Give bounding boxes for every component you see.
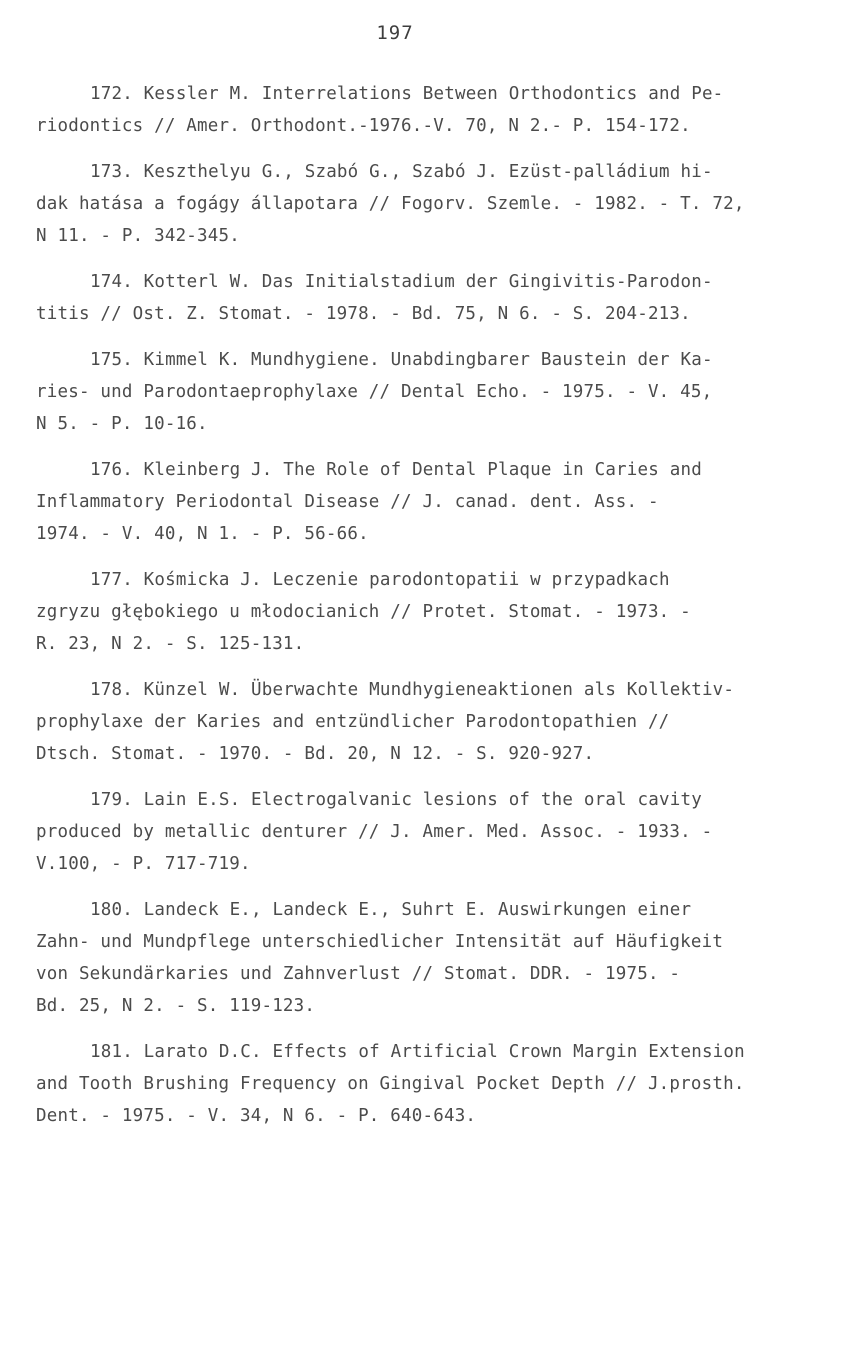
reference-line: 174. Kotterl W. Das Initialstadium der Gingivitis-Parodon- [90,272,713,292]
reference-entry [36,78,836,142]
reference-line: 181. Larato D.C. Effects of Artificial Crown Margin Extension [90,1042,745,1062]
reference-line: N 11. - P. 342-345. [36,226,240,246]
reference-line: 178. Künzel W. Überwachte Mundhygieneaktionen als Kollektiv- [90,680,735,700]
reference-line: dak hatása a fogágy állapotara // Fogorv. Szemle. - 1982. - T. 72, [36,194,745,214]
reference-entry [36,454,836,550]
reference-line: R. 23, N 2. - S. 125-131. [36,634,305,654]
reference-line: Dtsch. Stomat. - 1970. - Bd. 20, N 12. - S. 920-927. [36,744,595,764]
page-number: 197 [376,22,414,44]
reference-line: 172. Kessler M. Interrelations Between Orthodontics and Pe- [90,84,724,104]
reference-line: ries- und Parodontaeprophylaxe // Dental Echo. - 1975. - V. 45, [36,382,713,402]
reference-line: Inflammatory Periodontal Disease // J. canad. dent. Ass. - [36,492,659,512]
reference-line: 176. Kleinberg J. The Role of Dental Plaque in Caries and [90,460,702,480]
reference-entry [36,894,836,1022]
reference-line: Bd. 25, N 2. - S. 119-123. [36,996,316,1016]
reference-entry [36,156,836,252]
reference-line: 1974. - V. 40, N 1. - P. 56-66. [36,524,369,544]
reference-line: produced by metallic denturer // J. Amer. Med. Assoc. - 1933. - [36,822,713,842]
reference-line: and Tooth Brushing Frequency on Gingival Pocket Depth // J.prosth. [36,1074,745,1094]
reference-line: prophylaxe der Karies and entzündlicher Parodontopathien // [36,712,670,732]
reference-entry [36,266,836,330]
reference-line: N 5. - P. 10-16. [36,414,208,434]
reference-entry [36,564,836,660]
reference-line: Dent. - 1975. - V. 34, N 6. - P. 640-643. [36,1106,477,1126]
reference-line: 175. Kimmel K. Mundhygiene. Unabdingbarer Baustein der Ka- [90,350,713,370]
reference-entry [36,784,836,880]
reference-line: 173. Keszthelyu G., Szabó G., Szabó J. Ezüst-palládium hi- [90,162,713,182]
reference-entry [36,674,836,770]
reference-line: 179. Lain E.S. Electrogalvanic lesions of the oral cavity [90,790,702,810]
reference-line: riodontics // Amer. Orthodont.-1976.-V. 70, N 2.- P. 154-172. [36,116,691,136]
reference-line: zgryzu głębokiego u młodocianich // Protet. Stomat. - 1973. - [36,602,691,622]
reference-line: 180. Landeck E., Landeck E., Suhrt E. Auswirkungen einer [90,900,692,920]
reference-entry [36,344,836,440]
reference-entry [36,1036,836,1132]
reference-line: von Sekundärkaries und Zahnverlust // Stomat. DDR. - 1975. - [36,964,681,984]
reference-line: titis // Ost. Z. Stomat. - 1978. - Bd. 75, N 6. - S. 204-213. [36,304,691,324]
reference-line: Zahn- und Mundpflege unterschiedlicher Intensität auf Häufigkeit [36,932,724,952]
reference-line: V.100, - P. 717-719. [36,854,251,874]
reference-line: 177. Kośmicka J. Leczenie parodontopatii w przypadkach [90,570,670,590]
reference-list [36,78,836,1146]
